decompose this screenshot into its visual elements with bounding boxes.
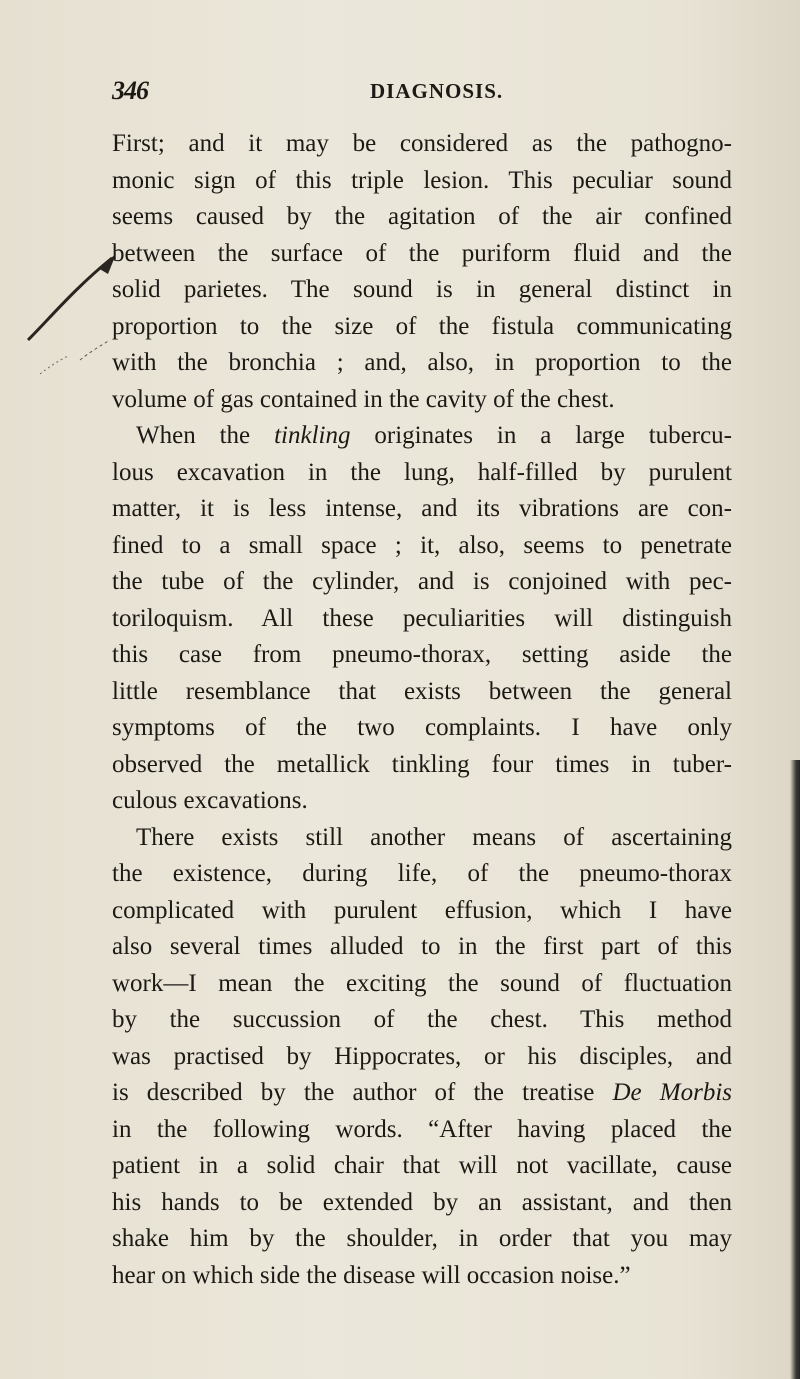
text-line: volume of gas contained in the cavity of the chest.	[112, 385, 615, 413]
text-line: observed the metallick tinkling four times in tuber-	[112, 750, 732, 778]
text-line: There exists still another means of ascertaining	[136, 823, 732, 851]
text-line: culous excavations.	[112, 787, 308, 814]
text-line: is described by the author of the treatise De Morbis	[112, 1079, 732, 1106]
text-line: with the bronchia ; and, also, in proportion to the	[112, 349, 732, 376]
text-line: the tube of the cylinder, and is conjoined with pec-	[112, 568, 732, 595]
italic-term: tinkling	[274, 422, 351, 449]
text-line: shake him by the shoulder, in order that you may	[112, 1225, 732, 1252]
page-number: 346	[112, 76, 148, 105]
text-line: was practised by Hippocrates, or his disciples, and	[112, 1042, 732, 1070]
text-line: lous excavation in the lung, half-filled by purulent	[112, 458, 732, 486]
text-line: monic sign of this triple lesion. This peculiar sound	[112, 166, 732, 194]
text-line: complicated with purulent effusion, which I have	[112, 896, 732, 924]
text-line: solid parietes. The sound is in general distinct in	[112, 276, 732, 303]
text-line: the existence, during life, of the pneumo-thorax	[112, 860, 732, 887]
text-line: matter, it is less intense, and its vibrations are con-	[112, 495, 732, 522]
text-line: in the following words. “After having placed the	[112, 1115, 732, 1143]
text-line: little resemblance that exists between the general	[112, 677, 732, 705]
text-line: seems caused by the agitation of the air confined	[112, 203, 732, 230]
text-line: When the tinkling originates in a large tubercu-	[136, 422, 732, 449]
text-line: toriloquism. All these peculiarities will distinguish	[112, 604, 732, 632]
running-head: DIAGNOSIS.	[370, 79, 504, 103]
text-line: patient in a solid chair that will not vacillate, cause	[112, 1152, 732, 1179]
page-header	[112, 76, 712, 106]
text-line: his hands to be extended by an assistant, and then	[112, 1188, 732, 1216]
text-line: by the succussion of the chest. This method	[112, 1006, 732, 1033]
text-line: First; and it may be considered as the pathogno-	[112, 130, 732, 157]
text-line: symptoms of the two complaints. I have only	[112, 714, 732, 741]
page-edge-shadow	[790, 760, 800, 1379]
text-line: hear on which side the disease will occasion noise.”	[112, 1261, 631, 1289]
text-line: work—I mean the exciting the sound of fluctuation	[112, 969, 732, 997]
text-line: fined to a small space ; it, also, seems to penetrate	[112, 531, 732, 559]
text-line: between the surface of the puriform fluid and the	[112, 239, 732, 267]
italic-term: De Morbis	[612, 1079, 732, 1106]
text-line: this case from pneumo-thorax, setting aside the	[112, 641, 732, 668]
body-text	[112, 126, 732, 1294]
text-line: proportion to the size of the fistula communicating	[112, 312, 732, 340]
text-line: also several times alluded to in the first part of this	[112, 933, 732, 960]
